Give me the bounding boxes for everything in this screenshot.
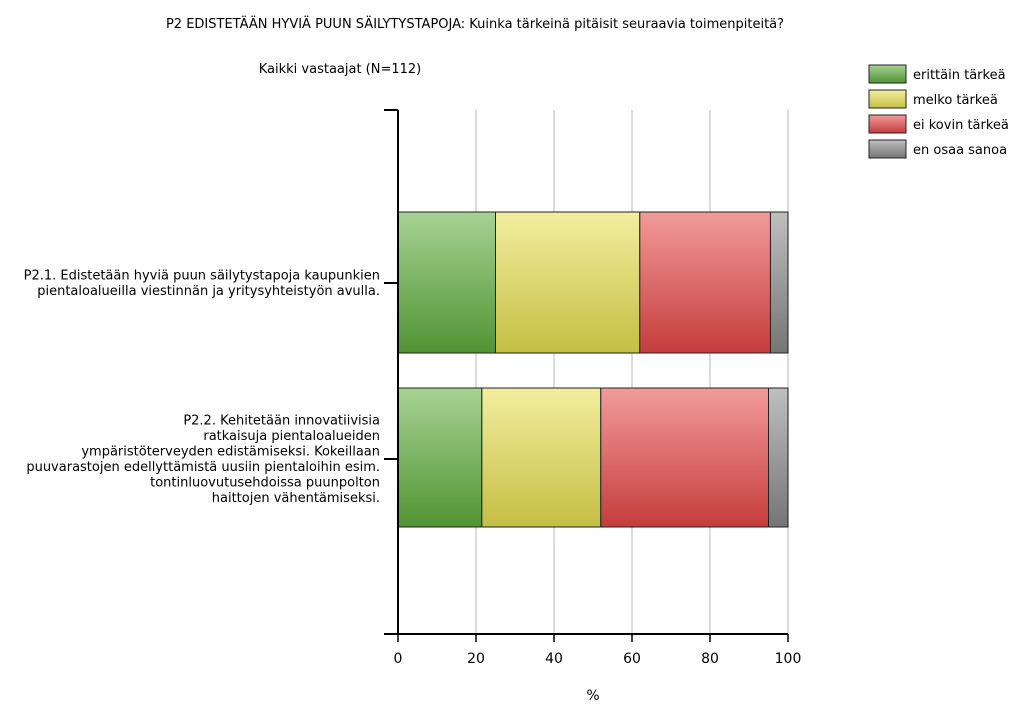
axes bbox=[384, 110, 788, 642]
x-tick-label-60: 60 bbox=[623, 651, 641, 667]
legend-swatch-4 bbox=[869, 140, 906, 158]
category-labels bbox=[24, 268, 380, 506]
legend-swatch-3 bbox=[869, 115, 906, 133]
x-tick-label-80: 80 bbox=[701, 651, 719, 667]
legend-label-3: ei kovin tärkeä bbox=[913, 118, 1009, 133]
bar-2-en-osaa-sanoa bbox=[769, 388, 789, 527]
gridlines bbox=[476, 110, 788, 634]
legend-swatch-2 bbox=[869, 90, 906, 108]
x-tick-label-100: 100 bbox=[774, 651, 802, 667]
bars bbox=[398, 212, 788, 527]
bar-1-erittäin-tärkeä bbox=[398, 212, 496, 353]
chart-subtitle: Kaikki vastaajat (N=112) bbox=[258, 62, 422, 77]
bar-2-erittäin-tärkeä bbox=[398, 388, 482, 527]
bar-1-en-osaa-sanoa bbox=[770, 212, 788, 353]
bar-1-ei-kovin-tärkeä bbox=[640, 212, 771, 353]
legend-swatch-1 bbox=[869, 65, 906, 83]
category-label-1: P2.1. Edistetään hyviä puun säilytystapoja kaupunkien pientaloalueilla viestinnän ja yritysyhteistyön avulla. bbox=[23, 268, 380, 299]
x-tick-labels bbox=[394, 651, 802, 667]
category-label-2: P2.2. Kehitetään innovatiivisia ratkaisuja pientaloalueiden ympäristöterveyden edistämiseksi. Kokeillaan puuvarastojen edellyttämistä uusiin pientaloihin esim. tontinluovutusehdoissa puunpolton haittojen vähentämiseksi. bbox=[26, 413, 380, 506]
legend-label-1: erittäin tärkeä bbox=[913, 68, 1006, 83]
legend bbox=[869, 65, 1009, 158]
x-axis-label: % bbox=[586, 688, 600, 704]
x-tick-label-20: 20 bbox=[467, 651, 485, 667]
bar-2-ei-kovin-tärkeä bbox=[601, 388, 769, 527]
chart-title: P2 EDISTETÄÄN HYVIÄ PUUN SÄILYTYSTAPOJA: Kuinka tärkeinä pitäisit seuraavia toimenpiteitä? bbox=[165, 17, 785, 32]
x-tick-label-40: 40 bbox=[545, 651, 563, 667]
x-tick-label-0: 0 bbox=[393, 651, 403, 667]
bar-1-melko-tärkeä bbox=[496, 212, 640, 353]
legend-label-2: melko tärkeä bbox=[913, 93, 998, 108]
legend-label-4: en osaa sanoa bbox=[913, 143, 1008, 158]
bar-2-melko-tärkeä bbox=[482, 388, 601, 527]
